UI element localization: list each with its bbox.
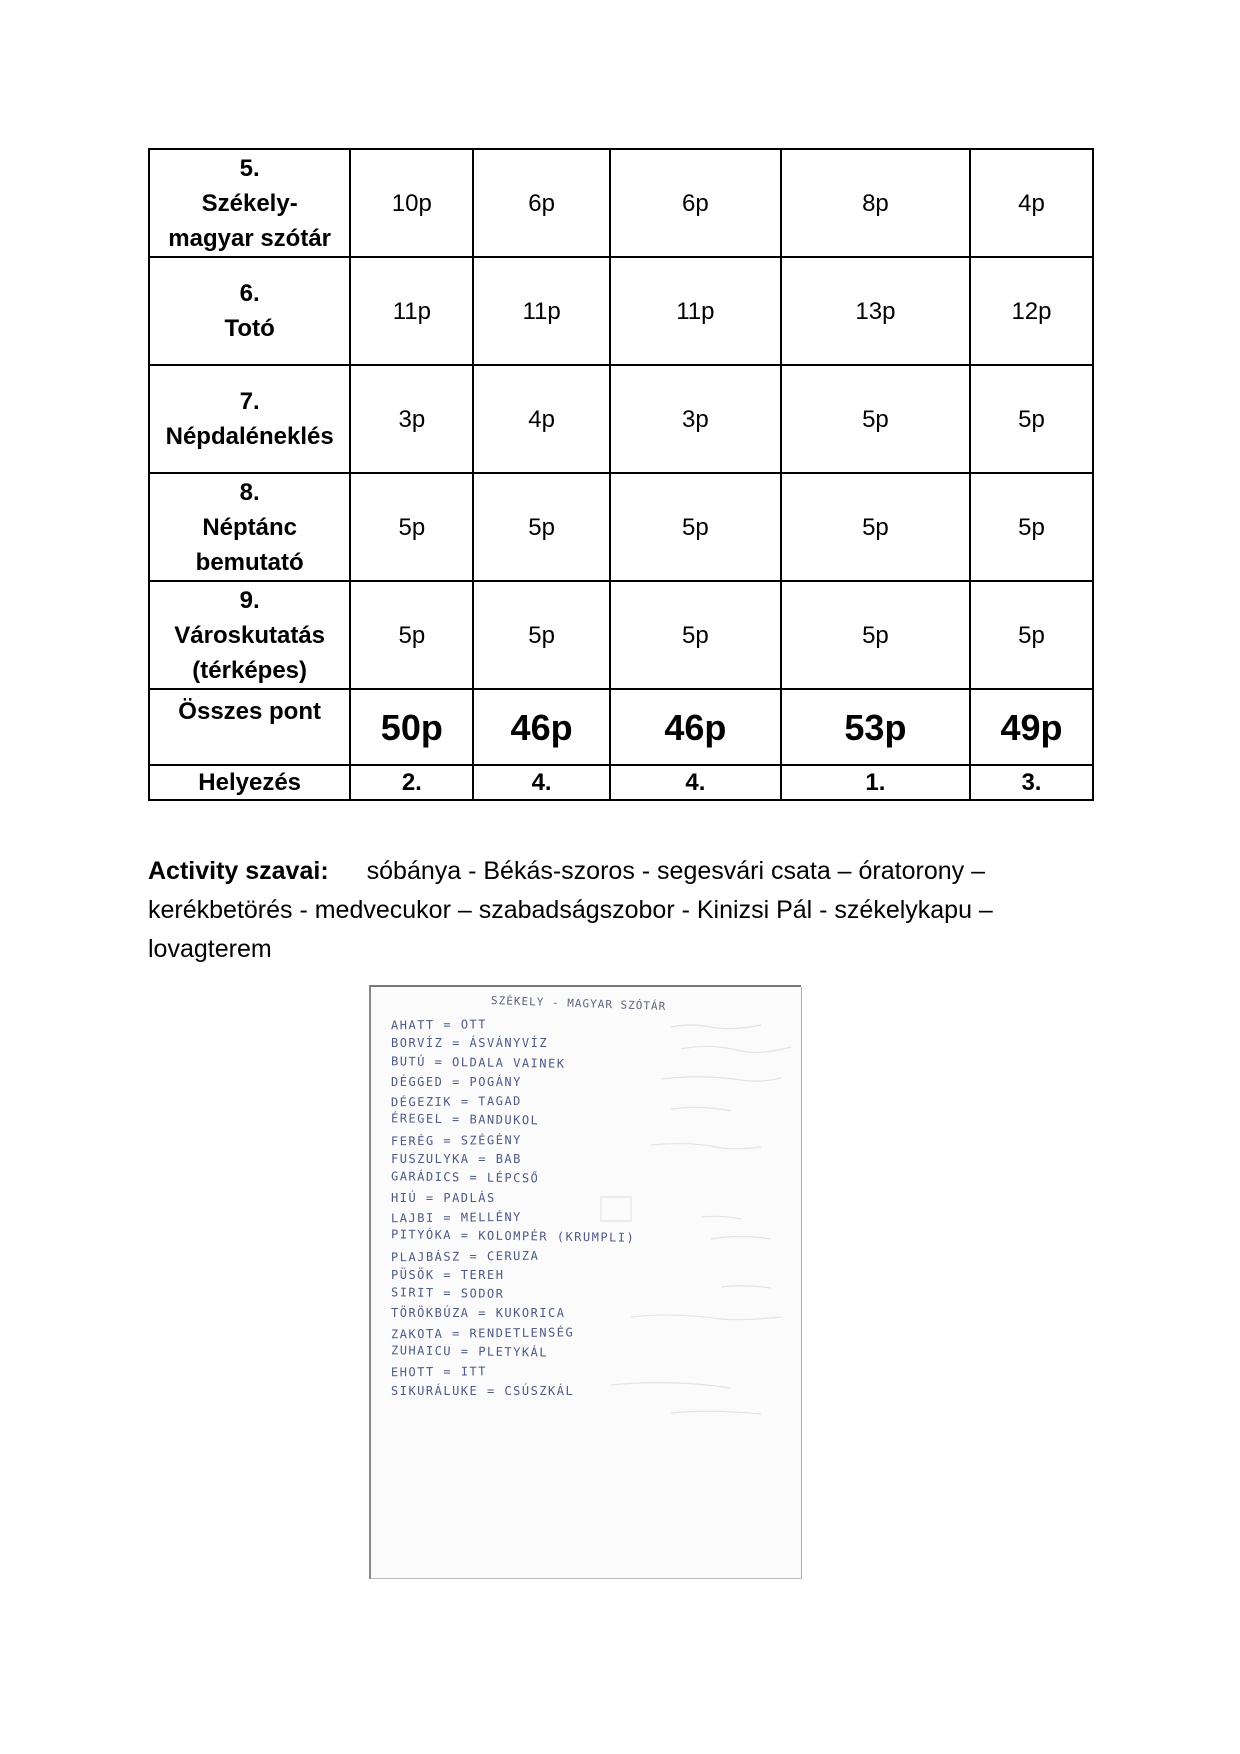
- scan-entry: PÜSÖK = TEREH: [391, 1267, 505, 1282]
- score-cell: 13p: [781, 257, 970, 365]
- score-cell: 5p: [781, 365, 970, 473]
- table-row: [149, 365, 1093, 473]
- row-heading: [149, 365, 350, 473]
- score-cell: 5p: [970, 581, 1093, 689]
- activity-title: Activity szavai:: [148, 857, 329, 885]
- score-cell: 5p: [473, 581, 609, 689]
- row-heading: [149, 581, 350, 689]
- score-cell: 11p: [473, 257, 609, 365]
- row-heading-line: (térképes): [192, 656, 308, 684]
- handwritten-dictionary-scan: [369, 985, 801, 1579]
- scan-entry-list: [391, 1015, 635, 1401]
- scan-entry: AHATT = OTT: [390, 1017, 488, 1033]
- row-heading-line: 8.: [239, 478, 260, 506]
- scan-entry: PLAJBÁSZ = CERUZA: [390, 1248, 540, 1264]
- total-cell: 46p: [610, 689, 781, 765]
- row-heading-line: 5.: [239, 154, 260, 182]
- table-row: [149, 149, 1093, 257]
- row-heading-line: 6.: [239, 280, 260, 307]
- rank-row-heading: Helyezés: [149, 765, 350, 800]
- score-cell: 5p: [350, 473, 473, 581]
- scan-entry: TÖRÖKBÚZA = KUKORICA: [391, 1306, 566, 1321]
- row-heading-line: bemutató: [195, 548, 304, 576]
- score-table-body: [149, 149, 1093, 800]
- scan-entry: DÉGEZIK = TAGAD: [390, 1094, 522, 1110]
- row-heading-line: Népdaléneklés: [165, 423, 334, 450]
- table-row: [149, 473, 1093, 581]
- row-heading-line: magyar szótár: [168, 224, 332, 252]
- scan-entry: DÉGGED = POGÁNY: [391, 1074, 522, 1089]
- rank-cell: 2.: [350, 765, 473, 800]
- table-row: [149, 581, 1093, 689]
- scan-entry: EHOTT = ITT: [390, 1364, 488, 1380]
- scan-title: SZÉKELY - MAGYAR SZÓTÁR: [490, 993, 667, 1014]
- activity-words: [148, 852, 1068, 969]
- scan-entry: ZUHAICU = PLETYKÁL: [390, 1343, 549, 1360]
- row-heading-line: 7.: [239, 388, 260, 415]
- score-cell: 8p: [781, 149, 970, 257]
- score-cell: 6p: [473, 149, 609, 257]
- score-cell: 6p: [610, 149, 781, 257]
- score-cell: 10p: [350, 149, 473, 257]
- row-heading: [149, 149, 350, 257]
- score-cell: 5p: [970, 473, 1093, 581]
- score-cell: 4p: [970, 149, 1093, 257]
- total-cell: 50p: [350, 689, 473, 765]
- rank-cell: 4.: [473, 765, 609, 800]
- score-cell: 3p: [610, 365, 781, 473]
- rank-cell: 1.: [781, 765, 970, 800]
- scan-entry: BUTÚ = OLDALA VAINEK: [390, 1053, 566, 1071]
- scan-entry: GARÁDICS = LÉPCSŐ: [390, 1169, 540, 1186]
- scan-entry: FERÉG = SZÉGÉNY: [390, 1132, 522, 1149]
- rank-cell: 3.: [970, 765, 1093, 800]
- activity-text: sóbánya - Békás-szoros - segesvári csata – óratorony – kerékbetörés - medvecukor – szabadságszobor - Kinizsi Pál - székelykapu – lovagterem: [148, 857, 993, 963]
- score-cell: 5p: [610, 473, 781, 581]
- scan-entry: FUSZULYKA = BAB: [391, 1152, 522, 1167]
- score-table: [148, 148, 1094, 801]
- score-cell: 5p: [350, 581, 473, 689]
- table-row: [149, 257, 1093, 365]
- scan-entry: SIRIT = SODOR: [390, 1285, 505, 1302]
- row-heading-line: Néptánc: [202, 513, 297, 541]
- row-heading-line: 9.: [239, 586, 260, 614]
- scan-entry: LAJBI = MELLÉNY: [390, 1209, 522, 1226]
- scan-entry: SIKURÁLUKE = CSÚSZKÁL: [391, 1383, 575, 1398]
- total-cell: 53p: [781, 689, 970, 765]
- score-cell: 11p: [350, 257, 473, 365]
- score-cell: 3p: [350, 365, 473, 473]
- scan-entry: BORVÍZ = ÁSVÁNYVÍZ: [391, 1036, 549, 1051]
- score-cell: 4p: [473, 365, 609, 473]
- scan-entry: ÉREGEL = BANDUKOL: [390, 1111, 540, 1128]
- score-cell: 12p: [970, 257, 1093, 365]
- scan-edge-bottom: [371, 1578, 801, 1579]
- total-row-heading: Összes pont: [149, 689, 350, 765]
- score-cell: 5p: [610, 581, 781, 689]
- scan-edge-right: [801, 987, 802, 1579]
- row-heading-line: Totó: [224, 315, 275, 342]
- total-cell: 49p: [970, 689, 1093, 765]
- row-heading: [149, 473, 350, 581]
- total-row: [149, 689, 1093, 765]
- scan-entry: HIÚ = PADLÁS: [391, 1190, 496, 1205]
- row-heading: [149, 257, 350, 365]
- row-heading-line: Városkutatás: [174, 621, 326, 649]
- score-cell: 5p: [473, 473, 609, 581]
- scan-entry: PITYÓKA = KOLOMPÉR (KRUMPLI): [390, 1227, 636, 1245]
- total-cell: 46p: [473, 689, 609, 765]
- scan-entry: ZAKOTA = RENDETLENSÉG: [390, 1325, 575, 1342]
- row-heading-line: Székely-: [201, 189, 298, 217]
- score-cell: 11p: [610, 257, 781, 365]
- rank-row: [149, 765, 1093, 800]
- score-cell: 5p: [970, 365, 1093, 473]
- score-cell: 5p: [781, 473, 970, 581]
- rank-cell: 4.: [610, 765, 781, 800]
- score-cell: 5p: [781, 581, 970, 689]
